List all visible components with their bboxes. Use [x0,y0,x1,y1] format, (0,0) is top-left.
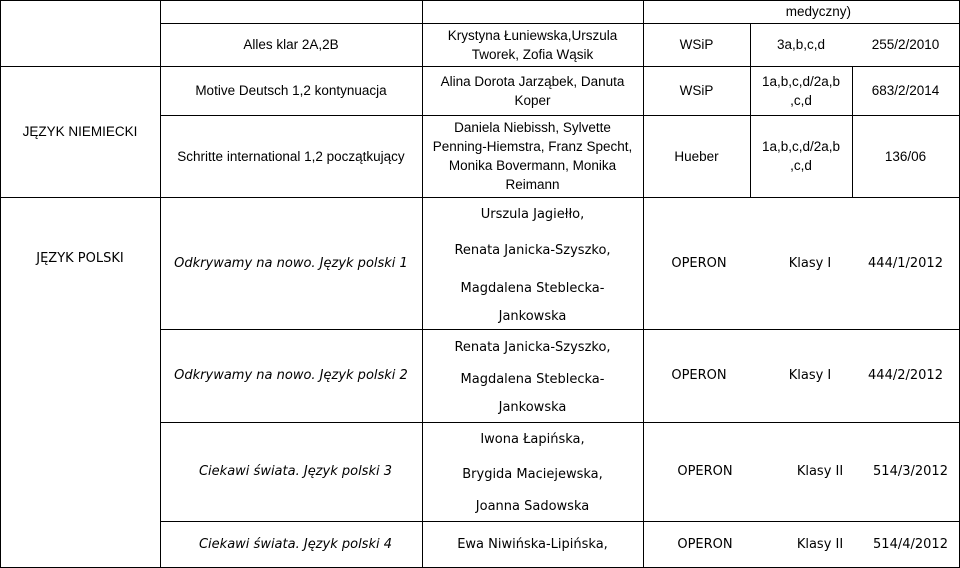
book-authors [422,23,643,66]
author-line: Renata Janicka-Szyszko, [454,339,611,355]
book-publisher: OPERON [671,255,727,271]
book-classes [750,66,852,115]
book-publisher: OPERON [671,368,727,383]
book-title: Motive Deutsch 1,2 kontynuacja [195,83,387,98]
author-line: Tworek, Zofia Wąsik [471,46,594,62]
book-authors [422,115,643,197]
book-approval-number: 514/4/2012 [873,536,948,552]
book-classes: Klasy II [796,464,844,479]
book-approval-number: 136/06 [884,148,927,164]
book-title: Alles klar 2A,2B [243,37,339,52]
author-line: Jankowska [498,399,567,415]
book-title: Odkrywamy na nowo. Język polski 2 [174,368,408,383]
classes-line: ,c,d [790,158,812,173]
book-approval-number: 444/2/2012 [868,368,943,383]
author-line: Urszula Jagiełło, [480,207,585,222]
book-classes: Klasy I [788,255,832,271]
classes-line: ,c,d [790,92,812,108]
book-approval-number: 444/1/2012 [868,255,943,271]
book-authors [422,197,643,329]
book-publisher: WSiP [679,83,714,98]
book-classes: Klasy I [788,368,832,383]
subject-german: JĘZYK NIEMIECKI [22,124,138,139]
author-line: Renata Janicka-Szyszko, [454,243,611,258]
book-publisher: Hueber [674,148,719,164]
author-line: Reimann [505,177,560,192]
classes-line: 1a,b,c,d/2a,b [761,139,841,154]
book-authors [422,422,643,521]
book-classes [750,115,852,197]
classes-line: 1a,b,c,d/2a,b [761,73,841,89]
book-publisher: OPERON [677,536,733,552]
subject-polish: JĘZYK POLSKI [36,250,124,266]
book-publisher: OPERON [677,464,733,479]
book-authors [422,66,643,115]
author-line: Magdalena Steblecka- [460,371,605,387]
author-line: Magdalena Steblecka- [460,281,605,296]
author-line: Jankowska [498,309,567,324]
author-line: Alina Dorota Jarząbek, Danuta [440,73,625,89]
book-title: Ciekawi świata. Język polski 3 [198,464,392,479]
book-approval-number: 514/3/2012 [873,464,948,479]
author-line: Daniela Niebissh, Sylvette [454,120,611,135]
book-authors: Ewa Niwińska-Lipińska, [457,536,608,552]
book-classes: Klasy II [796,536,844,552]
header-continuation: medyczny) [785,4,851,19]
author-line: Krystyna Łuniewska,Urszula [447,27,618,43]
author-line: Monika Bovermann, Monika [448,158,617,173]
book-title: Odkrywamy na nowo. Język polski 1 [174,255,408,271]
book-title: Ciekawi świata. Język polski 4 [198,536,392,552]
book-classes: 3a,b,c,d [776,37,826,52]
author-line: Iwona Łapińska, [480,431,585,447]
book-publisher: WSiP [679,37,714,52]
author-line: Brygida Maciejewska, [462,466,603,482]
author-line: Joanna Sadowska [475,498,590,514]
book-approval-number: 255/2/2010 [871,37,940,52]
author-line: Koper [514,92,551,108]
author-line: Penning-Hiemstra, Franz Specht, [432,139,633,154]
book-approval-number: 683/2/2014 [871,83,940,98]
book-title: Schritte international 1,2 początkujący [177,148,405,164]
book-authors [422,329,643,422]
